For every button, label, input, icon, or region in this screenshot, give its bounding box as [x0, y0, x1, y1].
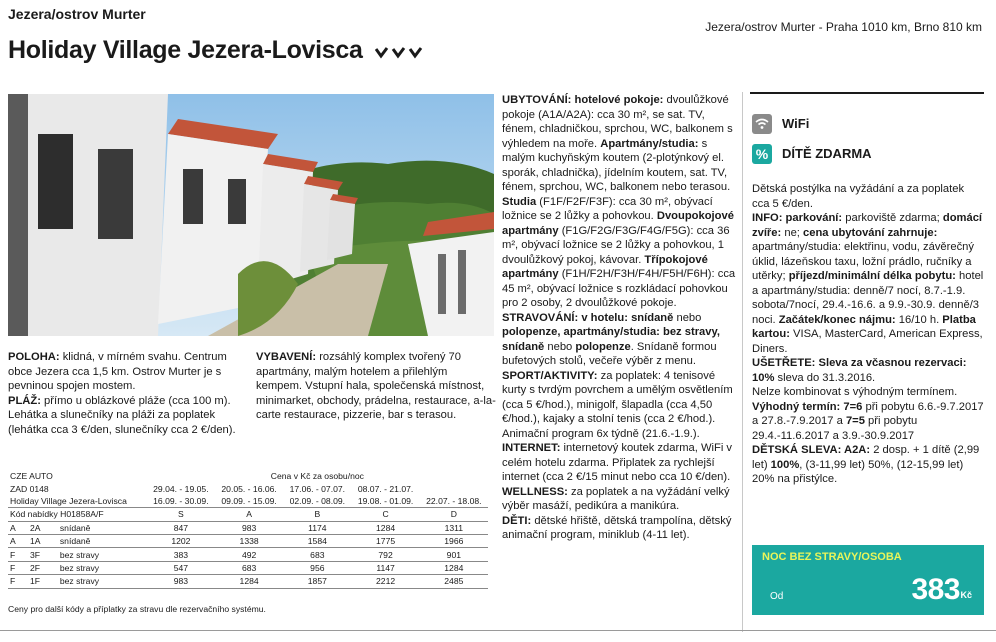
- column-divider: [742, 92, 743, 632]
- bold-label: domácí zvíře:: [752, 212, 983, 239]
- rating-stars: [375, 38, 425, 67]
- table-cell: 2212: [351, 575, 419, 588]
- bold-label: Apartmány/studia:: [600, 137, 699, 150]
- savings-paragraph: [752, 356, 984, 385]
- price-box: [752, 545, 984, 615]
- bold-label: 7=5: [845, 415, 865, 427]
- table-cell: 09.09. - 15.09.: [215, 495, 283, 508]
- table-cell: 08.07. - 21.07.: [357, 483, 414, 494]
- table-cell: 1284: [351, 521, 419, 534]
- price-table: [8, 470, 488, 589]
- table-cell: 983: [215, 521, 283, 534]
- table-cell: A: [215, 508, 283, 521]
- body-text: DÍTĚ ZDARMA: [782, 146, 872, 161]
- bold-label: POLOHA:: [8, 351, 60, 363]
- bold-label: DĚTSKÁ SLEVA: A2A:: [752, 444, 871, 456]
- body-text: internetový koutek zdarma, WiFi v celém hotelu zdarma. Připlatek za rychlejší internet (cca 2 €/15 minut nebo cca 10 €/den).: [502, 442, 733, 483]
- wifi-icon: [752, 114, 772, 134]
- body-text: při pobytu 29.4.-11.6.2017 a 3.9.-30.9.2017: [752, 415, 918, 442]
- bold-label: Studia: [502, 195, 537, 208]
- table-cell: snídaně: [58, 534, 147, 547]
- region-label: Jezera/ostrov Murter: [8, 6, 146, 22]
- sidebar-top-rule: [750, 92, 984, 94]
- table-cell: C: [351, 508, 419, 521]
- table-cell: 1857: [283, 575, 351, 588]
- body-text: za poplatek a na vyžádání velký výběr masáží, pedikúra a manikúra.: [502, 485, 730, 512]
- table-cell: 1966: [420, 534, 488, 547]
- table-cell: 17.06. - 07.07.: [289, 483, 346, 494]
- table-cell: 1F: [28, 575, 58, 588]
- feature-wifi: [752, 114, 984, 136]
- table-cell: 1A: [28, 534, 58, 547]
- body-text: , (3-11,99 let) 50%, (12-15,99 let) 20% na přistýlce.: [752, 458, 964, 485]
- body-text: WiFi: [782, 116, 810, 131]
- table-cell: 1775: [351, 534, 419, 547]
- bold-label: Výhodný termín: 7=6: [752, 400, 863, 413]
- price-prefix: Od: [770, 591, 784, 602]
- body-text: . Snídaně formou bufetových stolů, večeře výběr z menu.: [502, 340, 717, 367]
- table-cell: 792: [351, 548, 419, 561]
- table-cell: 492: [215, 548, 283, 561]
- table-cell: B: [283, 508, 351, 521]
- info-text: [752, 182, 984, 487]
- bold-label: WELLNESS:: [502, 485, 568, 498]
- table-cell: A: [8, 521, 28, 534]
- table-cell: Cena v Kč za osobu/noc: [270, 471, 364, 482]
- table-row: [8, 548, 488, 561]
- price-value: 383: [911, 573, 960, 606]
- body-text: (F1H/F2H/F3H/F4H/F5H/F6H): cca 45 m², obývací ložnice s rozkládací pohovkou pro 2 osoby, 2 dvoulůžkové pokoje.: [502, 268, 736, 309]
- table-cell: Holiday Village Jezera-Lovisca: [8, 495, 147, 508]
- hotel-photo: [8, 94, 494, 336]
- bold-label: INTERNET:: [502, 442, 561, 454]
- body-text: při pobytu 6.6.-9.7.2017 a 27.8.-7.9.2017 a: [752, 400, 984, 427]
- table-cell: 1284: [215, 575, 283, 588]
- table-cell: F: [8, 548, 28, 561]
- body-text: Nelze kombinovat s výhodným termínem.: [752, 386, 958, 398]
- beach-paragraph: [8, 394, 248, 438]
- internet-paragraph: [502, 441, 738, 485]
- location-beach-text: [8, 350, 248, 437]
- cot-paragraph: [752, 182, 984, 211]
- table-cell: 1147: [351, 561, 419, 574]
- body-text: klidná, v mírném svahu. Centrum obce Jezera cca 1,5 km. Ostrov Murter je s pevninou spojen mostem.: [8, 351, 227, 392]
- body-text: Dětská postýlka na vyžádání a za poplatek cca 5 €/den.: [752, 183, 965, 210]
- bold-label: Třípokojové apartmány: [502, 253, 708, 280]
- body-text: 16/10 h.: [895, 313, 943, 326]
- table-row: [8, 534, 488, 547]
- price-table-footnote: Ceny pro další kódy a příplatky za stravu dle rezervačního systému.: [8, 604, 266, 614]
- body-text: (F1F/F2F/F3F): cca 30 m², obývací ložnice se 2 lůžky a pohovkou.: [502, 195, 713, 222]
- table-cell: CZE AUTO: [10, 471, 53, 482]
- body-text: rozsáhlý komplex tvořený 70 apartmány, malým hotelem a přilehlým kempem. Vstupní hala, společenská místnost, minimarket, obchody, prádelna, restaurace, a-la-carte restaurace, pizzerie, bar s terasou.: [256, 351, 496, 421]
- table-cell: 683: [215, 561, 283, 574]
- table-row: [8, 521, 488, 534]
- bold-label: UBYTOVÁNÍ: hotelové pokoje:: [502, 94, 664, 106]
- body-text: 2 dosp. + 1 dítě (2,99 let): [752, 444, 980, 471]
- body-text: za poplatek: 4 tenisové kurty s tvrdým povrchem a umělým osvětlením (cca 5 €/hod.), minigolf, šlapadla (cca 4,50 €/hod.), kajaky a stolní tenis (cca 2 €/hod.). Animační program 6x týdně (21.6.-1.9.).: [502, 369, 733, 440]
- bold-label: Dvoupokojové apartmány: [502, 210, 734, 237]
- equipment-text: [256, 350, 496, 423]
- bold-label: příjezd/minimální délka pobytu:: [788, 270, 956, 282]
- info-paragraph: [752, 211, 984, 356]
- table-cell: 956: [283, 561, 351, 574]
- table-cell: 2A: [28, 521, 58, 534]
- table-cell: snídaně: [58, 521, 147, 534]
- bold-label: SPORT/AKTIVITY:: [502, 369, 598, 382]
- bold-label: Začátek/konec nájmu:: [778, 313, 896, 326]
- price-currency: Kč: [960, 590, 972, 600]
- table-cell: 983: [147, 575, 215, 588]
- child-discount-paragraph: [752, 443, 984, 487]
- bold-label: STRAVOVÁNÍ: v hotelu: snídaně: [502, 311, 674, 324]
- hotel-name: Holiday Village Jezera-Lovisca: [8, 36, 363, 64]
- body-text: s malým kuchyňským koutem (2-plotýnkový el. sporák, chladnička), jídelním koutem, sat. TV, fénem, sprchou, WC, balkonem nebo terasou.: [502, 137, 731, 193]
- kids-paragraph: [502, 514, 738, 543]
- body-text: dětské hřiště, dětská trampolína, dětský animační program, miniklub (4-11 let).: [502, 514, 732, 541]
- body-text: dvoulůžkové pokoje (A1A/A2A): cca 30 m², se sat. TV, fénem, chladničkou, sprchou, WC, balkonem s výhledem na moře.: [502, 94, 733, 150]
- table-cell: [420, 482, 488, 494]
- price-table-header-3: [8, 495, 488, 508]
- price-table-header-1: [8, 470, 488, 482]
- accommodation-paragraph: [502, 93, 738, 311]
- table-cell: F: [8, 561, 28, 574]
- table-cell: Kód nabídky H01858A/F: [8, 508, 147, 521]
- table-cell: bez stravy: [58, 561, 147, 574]
- body-text: ne;: [781, 226, 804, 239]
- price-table-header-2: [8, 482, 488, 494]
- table-row: [8, 575, 488, 588]
- bottom-rule: [0, 630, 996, 631]
- table-cell: 16.09. - 30.09.: [147, 495, 215, 508]
- body-text: nebo: [673, 311, 702, 324]
- wellness-paragraph: [502, 485, 738, 514]
- table-cell: 22.07. - 18.08.: [420, 495, 488, 508]
- price-box-title: NOC BEZ STRAVY/OSOBA: [762, 551, 902, 563]
- percent-icon: [752, 144, 772, 164]
- table-cell: 547: [147, 561, 215, 574]
- body-text: parkoviště zdarma;: [842, 212, 943, 224]
- body-text: (F1G/F2G/F3G/F4G/F5G): cca 36 m², obývací ložnice se 2 lůžky a pohovkou, 1 dvoulůžkový pokoj, kávovar.: [502, 224, 730, 266]
- board-paragraph: [502, 311, 738, 369]
- bold-label: polopenze: [575, 340, 631, 353]
- table-cell: 02.09. - 08.09.: [283, 495, 351, 508]
- table-cell: A: [8, 534, 28, 547]
- body-text: sleva do 31.3.2016.: [774, 371, 876, 384]
- table-cell: ZAD 0148: [10, 483, 49, 494]
- table-cell: bez stravy: [58, 575, 147, 588]
- table-cell: 19.08. - 01.09.: [351, 495, 419, 508]
- table-cell: 847: [147, 521, 215, 534]
- bold-label: INFO: parkování:: [752, 212, 843, 224]
- bold-label: cena ubytování zahrnuje:: [803, 226, 938, 239]
- table-cell: F: [8, 575, 28, 588]
- bold-label: 100%: [770, 458, 800, 471]
- table-cell: 29.04. - 19.05.: [153, 483, 209, 494]
- advantage-paragraph: [752, 400, 984, 444]
- table-cell: 1584: [283, 534, 351, 547]
- table-cell: 2F: [28, 561, 58, 574]
- table-cell: 1338: [215, 534, 283, 547]
- body-text: apartmány/studia: elektřinu, vodu, závěrečný úklid, lázeňskou taxu, ložní prádlo, ručníky a utěrky;: [752, 241, 975, 282]
- location-paragraph: [8, 350, 248, 394]
- body-text: přímo u oblázkové pláže (cca 100 m). Lehátka a slunečníky na pláži za poplatek (lehátka cca 3 €/den, slunečníky cca 2 €/den).: [8, 394, 236, 436]
- equipment-paragraph: [256, 350, 496, 423]
- table-row: [8, 561, 488, 574]
- price-table-header-4: [8, 508, 488, 521]
- table-cell: 901: [420, 548, 488, 561]
- table-cell: 1311: [420, 521, 488, 534]
- sport-paragraph: [502, 369, 738, 442]
- table-cell: 1174: [283, 521, 351, 534]
- table-cell: 383: [147, 548, 215, 561]
- table-cell: 683: [283, 548, 351, 561]
- table-cell: S: [147, 508, 215, 521]
- bold-label: UŠETŘETE: Sleva za včasnou rezervaci: 10%: [752, 357, 967, 384]
- accommodation-text: [502, 93, 738, 543]
- table-cell: 20.05. - 16.06.: [221, 483, 277, 494]
- body-text: hotel a apartmány/studia: denně/7 nocí, 8.7.-1.9. sobota/7nocí, 29.4.-16.6. a 9.9.-30.9. denně/3 noci.: [752, 270, 984, 326]
- table-cell: 1284: [420, 561, 488, 574]
- table-cell: 1202: [147, 534, 215, 547]
- svg-text:%: %: [755, 146, 769, 162]
- body-text: nebo: [544, 340, 576, 353]
- table-cell: D: [420, 508, 488, 521]
- bold-label: VYBAVENÍ:: [256, 351, 317, 363]
- bold-label: Platba kartou:: [752, 313, 976, 340]
- bold-label: PLÁŽ:: [8, 394, 41, 407]
- rating-check-icons: [375, 46, 425, 60]
- bold-label: DĚTI:: [502, 514, 532, 527]
- table-cell: bez stravy: [58, 548, 147, 561]
- table-cell: 2485: [420, 575, 488, 588]
- feature-child-free: [752, 144, 984, 166]
- distance-info: Jezera/ostrov Murter - Praha 1010 km, Brno 810 km: [705, 20, 982, 34]
- body-text: VISA, MasterCard, American Express, Diners.: [752, 328, 983, 355]
- bold-label: polopenze, apartmány/studia: bez stravy, snídaně: [502, 326, 721, 353]
- table-cell: 3F: [28, 548, 58, 561]
- hotel-title: [8, 36, 425, 67]
- combination-note: [752, 385, 984, 400]
